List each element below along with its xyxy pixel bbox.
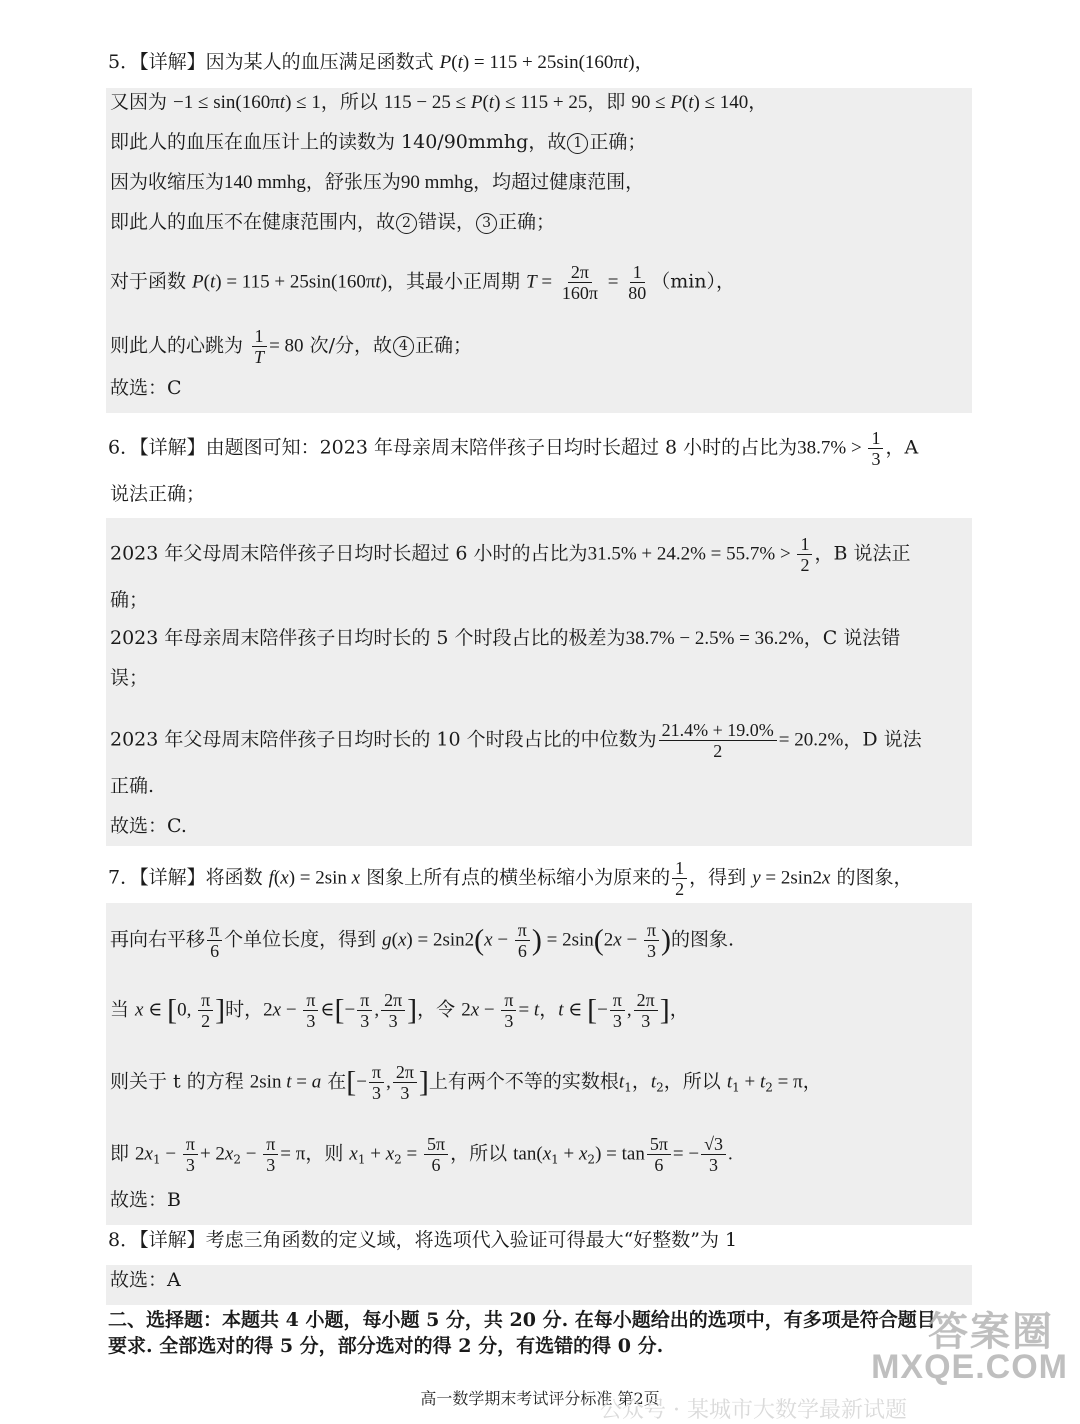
q6-band [106,518,972,846]
watermark-bottom-text: 公众号 · 某城市大数学最新试题 [600,1398,907,1423]
q5-line-7: 则此人的心跳为 $\frac{1}{T}$ = 80 次/分，故 4 正确； [110,326,472,367]
q6-line-9: 故选：C. [110,815,187,837]
q7-line-4: 则关于 t 的方程 2sin t = a 在[− $\frac{\pi}{3}$ , $\frac{2\pi}{3}$ ]上有两个不等的实数根$t_1$，$t_2$，所以 $t_1 + t_2 = \pi$， [110,1062,822,1103]
watermark-logo: 答案圈 MXQE.COM [871,1310,1068,1386]
q8-line-2: 故选：A [110,1269,181,1291]
q6-line-3: 2023 年父母周末陪伴孩子日均时长超过 6 小时的占比为31.5% + 24.2% = 55.7% > $\frac{1}{2}$ ，B 说法正 [110,534,911,575]
q7-line-1: 7．【详解】将函数 f(x) = 2sin x 图象上所有点的横坐标缩小为原来的 $\frac{1}{2}$ ，得到 y = 2sin2x 的图象， [108,858,913,899]
q8-band [106,1265,972,1305]
q5-line-3: 即此人的血压在血压计上的读数为 140/90mmhg，故 1 正确； [110,131,647,153]
q7-line-5: 即 $2x_1$ − $\frac{\pi}{3}$ + $2x_2$ − $\frac{\pi}{3}$ = π，则 $x_1 + x_2$ = $\frac{5\pi}{6}$ ，所以 $\tan(x_1 + x_2) = \tan$ $\frac{5\pi}{6}$ = − $\frac{√3}{3}$ . [110,1134,733,1175]
q7-line-2: 再向右平移 $\frac{\pi}{6}$ 个单位长度，得到 g(x) = 2sin2(x − $\frac{\pi}{6}$ ) = 2sin(2x − $\frac{\pi}{3}$ )的图象. [110,920,735,961]
q5-line-6: 对于函数 P(t) = 115 + 25sin(160πt)，其最小正周期 T = $\frac{2\pi}{160\pi}$ = $\frac{1}{80}$ （min）， [110,262,736,303]
q7-line-3: 当 x ∈ [0, $\frac{\pi}{2}$ ]时，2x − $\frac{\pi}{3}$ ∈[− $\frac{\pi}{3}$ , $\frac{2\pi}{3}$ ]，令 2x − $\frac{\pi}{3}$ = t，t ∈ [− $\frac{\pi}{3}$ , $\frac{2\pi}{3}$ ]， [110,990,689,1031]
q6-line-6: 误； [110,667,149,689]
q6-line-1: 6．【详解】由题图可知：2023 年母亲周末陪伴孩子日均时长超过 8 小时的占比为38.7% > $\frac{1}{3}$ ，A [108,428,919,469]
q6-line-8: 正确. [110,775,155,797]
q6-line-2: 说法正确； [110,483,206,505]
q6-line-5: 2023 年母亲周末陪伴孩子日均时长的 5 个时段占比的极差为38.7% − 2.5% = 36.2%，C 说法错 [110,627,901,649]
page-footer: 高一数学期末考试评分标准 第2页 [420,1389,660,1408]
q6-line-4: 确； [110,589,149,611]
q7-line-6: 故选：B [110,1189,181,1211]
q5-line-5: 即此人的血压不在健康范围内，故 2 错误， 3 正确； [110,211,556,233]
section2-line-2: 要求. 全部选对的得 5 分，部分选对的得 2 分，有选错的得 0 分. [108,1335,664,1357]
q5-line-2: 又因为 −1 ≤ sin(160πt) ≤ 1，所以 115 − 25 ≤ P(t) ≤ 115 + 25，即 90 ≤ P(t) ≤ 140， [110,91,768,113]
q8-line-1: 8．【详解】考虑三角函数的定义域，将选项代入验证可得最大“好整数”为 1 [108,1229,738,1251]
section2-line-1: 二、选择题：本题共 4 小题，每小题 5 分，共 20 分. 在每小题给出的选项中，有多项是符合题目 [108,1309,936,1331]
q5-line-4: 因为收缩压为140 mmhg，舒张压为90 mmhg，均超过健康范围， [110,171,645,193]
q6-line-7: 2023 年父母周末陪伴孩子日均时长的 10 个时段占比的中位数为 $\frac{21.4\% + 19.0\%}{2}$ = 20.2%，D 说法 [110,720,922,761]
q5-line-8: 故选：C [110,377,182,399]
q5-line-1: 5．【详解】因为某人的血压满足函数式 P(t) = 115 + 25sin(160πt)， [108,51,654,73]
